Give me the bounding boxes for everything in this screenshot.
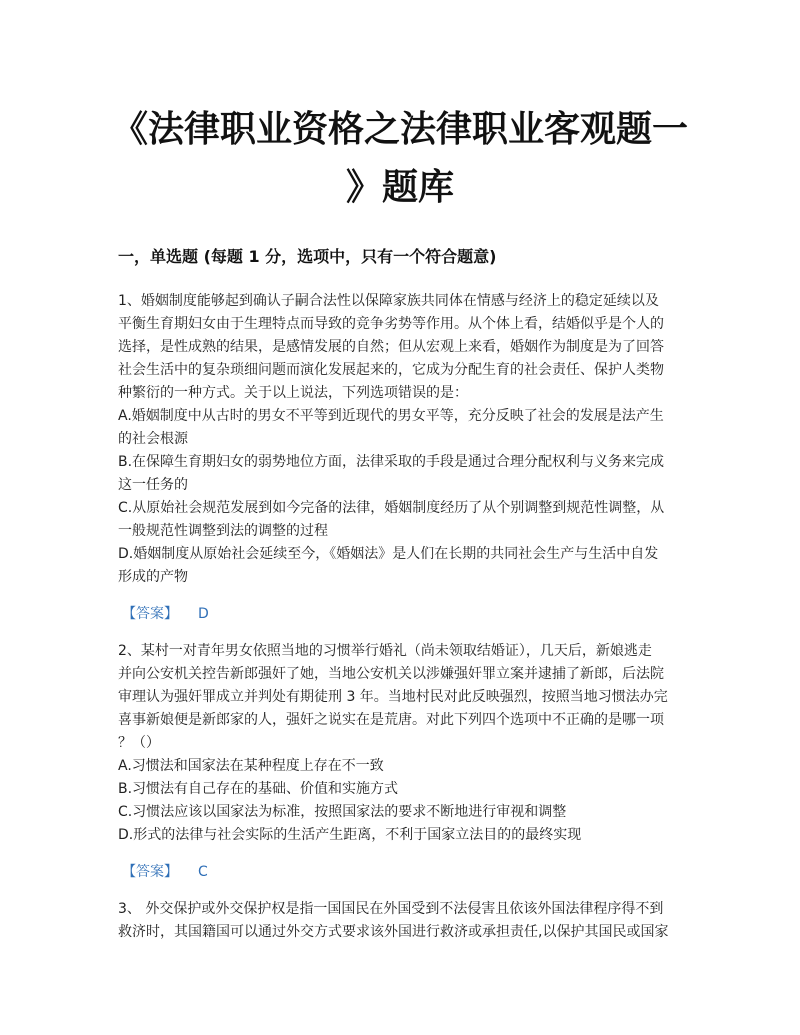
answer-row	[122, 861, 688, 884]
title-line-1: 《法律职业资格之法律职业客观题一	[111, 108, 688, 150]
option-b: B.在保障生育期妇女的弱势地位方面，法律采取的手段是通过合理分配权利与义务来完成 这一任务的	[118, 454, 665, 493]
option-c: C.从原始社会规范发展到如今完备的法律，婚姻制度经历了从个别调整到规范性调整，从 一般规范性调整到法的调整的过程	[118, 500, 665, 539]
option-a: A.婚姻制度中从古时的男女不平等到近现代的男女平等，充分反映了社会的发展是法产生 的社会根源	[118, 408, 664, 447]
answer-label: 【答案】	[122, 864, 178, 880]
option-c: C.习惯法应该以国家法为标准，按照国家法的要求不断地进行审视和调整	[118, 804, 567, 820]
answer-value: C	[198, 864, 208, 880]
answer-label: 【答案】	[122, 606, 178, 622]
document-title	[100, 100, 700, 216]
title-line-2: 》题库	[345, 166, 454, 208]
question-1	[118, 290, 688, 626]
answer-value: D	[198, 606, 209, 622]
question-2	[118, 640, 688, 884]
questions-body	[118, 290, 688, 944]
answer-row	[122, 603, 688, 626]
option-b: B.习惯法有自己存在的基础、价值和实施方式	[118, 781, 399, 797]
question-stem: 3、 外交保护或外交保护权是指一国国民在外国受到不法侵害且依该外国法律程序得不到 救济时，其国籍国可以通过外交方式要求该外国进行救济或承担责任,以保护其国民或国家	[118, 901, 669, 940]
question-3	[118, 898, 688, 944]
option-d: D.婚姻制度从原始社会延续至今，《婚姻法》是人们在长期的共同社会生产与生活中自发 形成的产物	[118, 546, 659, 585]
option-a: A.习惯法和国家法在某种程度上存在不一致	[118, 758, 384, 774]
question-stem: 2、某村一对青年男女依照当地的习惯举行婚礼（尚未领取结婚证），几天后，新娘逃走 并向公安机关控告新郎强奸了她，当地公安机关以涉嫌强奸罪立案并逮捕了新郎，后法院 审理认为强奸罪成立并判处有期徒刑 3 年。当地村民对此反映强烈，按照当地习惯法办完 喜事新娘便是新郎家的人，强奸之说实在是荒唐。对此下列四个选项中不正确的是哪一项 ？（）	[118, 643, 668, 751]
section-heading: 一，单选题 (每题 1 分，选项中，只有一个符合题意)	[118, 247, 497, 266]
option-d: D.形式的法律与社会实际的生活产生距离，不利于国家立法目的的最终实现	[118, 827, 582, 843]
question-stem: 1、婚姻制度能够起到确认子嗣合法性以保障家族共同体在情感与经济上的稳定延续以及 平衡生育期妇女由于生理特点而导致的竞争劣势等作用。从个体上看，结婚似乎是个人的 选择，是性成熟的结果，是感情发展的自然；但从宏观上来看，婚姻作为制度是为了回答 社会生活中的复杂琐细问题而演化发展起来的，它成为分配生育的社会责任、保护人类物 种繁衍的一种方式。关于以上说法，下列选项错误的是：	[118, 293, 664, 401]
